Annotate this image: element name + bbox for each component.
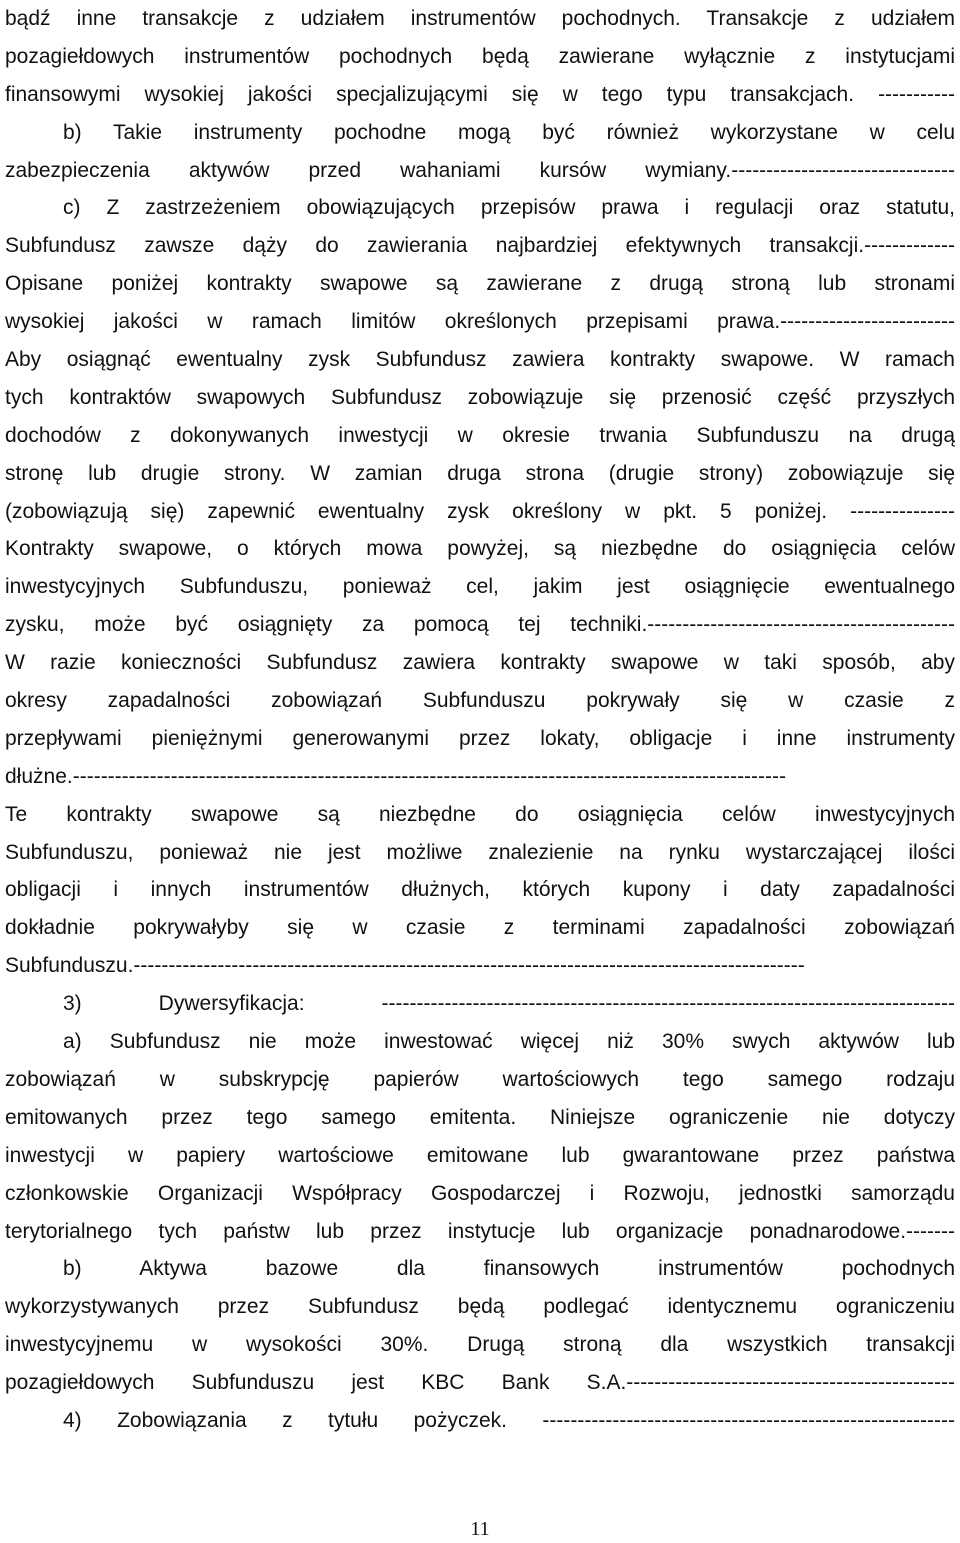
text-line: W razie konieczności Subfundusz zawiera kontrakty swapowe w taki sposób, aby bbox=[5, 651, 955, 675]
text-line: Subfundusz zawsze dąży do zawierania najbardziej efektywnych transakcji.------------- bbox=[5, 234, 955, 258]
text-line: Subfunduszu.------------------------------------------------------------------------------------------------ bbox=[5, 954, 805, 978]
text-line: stronę lub drugie strony. W zamian druga strona (drugie strony) zobowiązuje się bbox=[5, 461, 955, 485]
text-line: (zobowiązują się) zapewnić ewentualny zysk określony w pkt. 5 poniżej. --------------- bbox=[5, 499, 955, 523]
text-line: a) Subfundusz nie może inwestować więcej niż 30% swych aktywów lub bbox=[63, 1030, 955, 1054]
document-text-body bbox=[5, 0, 955, 1440]
text-line: Aby osiągnąć ewentualny zysk Subfundusz zawiera kontrakty swapowe. W ramach bbox=[5, 348, 955, 372]
text-line: Opisane poniżej kontrakty swapowe są zawierane z drugą stroną lub stronami bbox=[5, 272, 955, 296]
text-line: 4) Zobowiązania z tytułu pożyczek. ----------------------------------------------------------- bbox=[63, 1408, 955, 1432]
text-line: okresy zapadalności zobowiązań Subfunduszu pokrywały się w czasie z bbox=[5, 689, 955, 713]
text-line: wykorzystywanych przez Subfundusz będą podlegać identycznemu ograniczeniu bbox=[5, 1295, 955, 1319]
text-line: pozagiełdowych Subfunduszu jest KBC Bank S.A.----------------------------------------------- bbox=[5, 1371, 955, 1395]
text-line: Subfunduszu, ponieważ nie jest możliwe znalezienie na rynku wystarczającej ilości bbox=[5, 840, 955, 864]
text-line: bądź inne transakcje z udziałem instrumentów pochodnych. Transakcje z udziałem bbox=[5, 7, 955, 30]
text-line: zysku, może być osiągnięty za pomocą tej techniki.-------------------------------------------- bbox=[5, 613, 955, 637]
text-line: inwestycyjnych Subfunduszu, ponieważ cel, jakim jest osiągnięcie ewentualnego bbox=[5, 575, 955, 599]
text-line: zabezpieczenia aktywów przed wahaniami kursów wymiany.-------------------------------- bbox=[5, 158, 955, 182]
text-line: tych kontraktów swapowych Subfundusz zobowiązuje się przenosić część przyszłych bbox=[5, 385, 955, 409]
text-line: członkowskie Organizacji Współpracy Gospodarczej i Rozwoju, jednostki samorządu bbox=[5, 1181, 955, 1205]
text-line: inwestycyjnemu w wysokości 30%. Drugą stroną dla wszystkich transakcji bbox=[5, 1333, 955, 1357]
text-line: 3) Dywersyfikacja: ---------------------------------------------------------------------------------- bbox=[63, 992, 955, 1016]
text-line: Kontrakty swapowe, o których mowa powyżej, są niezbędne do osiągnięcia celów bbox=[5, 537, 955, 561]
text-line: pozagiełdowych instrumentów pochodnych będą zawierane wyłącznie z instytucjami bbox=[5, 44, 955, 68]
text-line: dokładnie pokrywałyby się w czasie z terminami zapadalności zobowiązań bbox=[5, 916, 955, 940]
text-line: wysokiej jakości w ramach limitów określonych przepisami prawa.------------------------- bbox=[5, 310, 955, 334]
text-line: inwestycji w papiery wartościowe emitowane lub gwarantowane przez państwa bbox=[5, 1143, 955, 1167]
text-line: b) Aktywa bazowe dla finansowych instrumentów pochodnych bbox=[63, 1257, 955, 1281]
text-line: Te kontrakty swapowe są niezbędne do osiągnięcia celów inwestycyjnych bbox=[5, 802, 955, 826]
text-line: terytorialnego tych państw lub przez instytucje lub organizacje ponadnarodowe.------- bbox=[5, 1219, 955, 1243]
text-line: dłużne.------------------------------------------------------------------------------------------------------ bbox=[5, 764, 787, 788]
text-line: obligacji i innych instrumentów dłużnych, których kupony i daty zapadalności bbox=[5, 878, 955, 902]
text-line: c) Z zastrzeżeniem obowiązujących przepisów prawa i regulacji oraz statutu, bbox=[63, 196, 955, 220]
text-line: dochodów z dokonywanych inwestycji w okresie trwania Subfunduszu na drugą bbox=[5, 423, 955, 447]
text-line: zobowiązań w subskrypcję papierów wartościowych tego samego rodzaju bbox=[5, 1067, 955, 1091]
text-line: b) Takie instrumenty pochodne mogą być również wykorzystane w celu bbox=[63, 120, 955, 144]
text-line: finansowymi wysokiej jakości specjalizującymi się w tego typu transakcjach. ----------- bbox=[5, 82, 955, 106]
text-line: przepływami pieniężnymi generowanymi przez lokaty, obligacje i inne instrumenty bbox=[5, 726, 955, 750]
text-line: emitowanych przez tego samego emitenta. Niniejsze ograniczenie nie dotyczy bbox=[5, 1105, 955, 1129]
page-number: 11 bbox=[470, 1518, 490, 1540]
